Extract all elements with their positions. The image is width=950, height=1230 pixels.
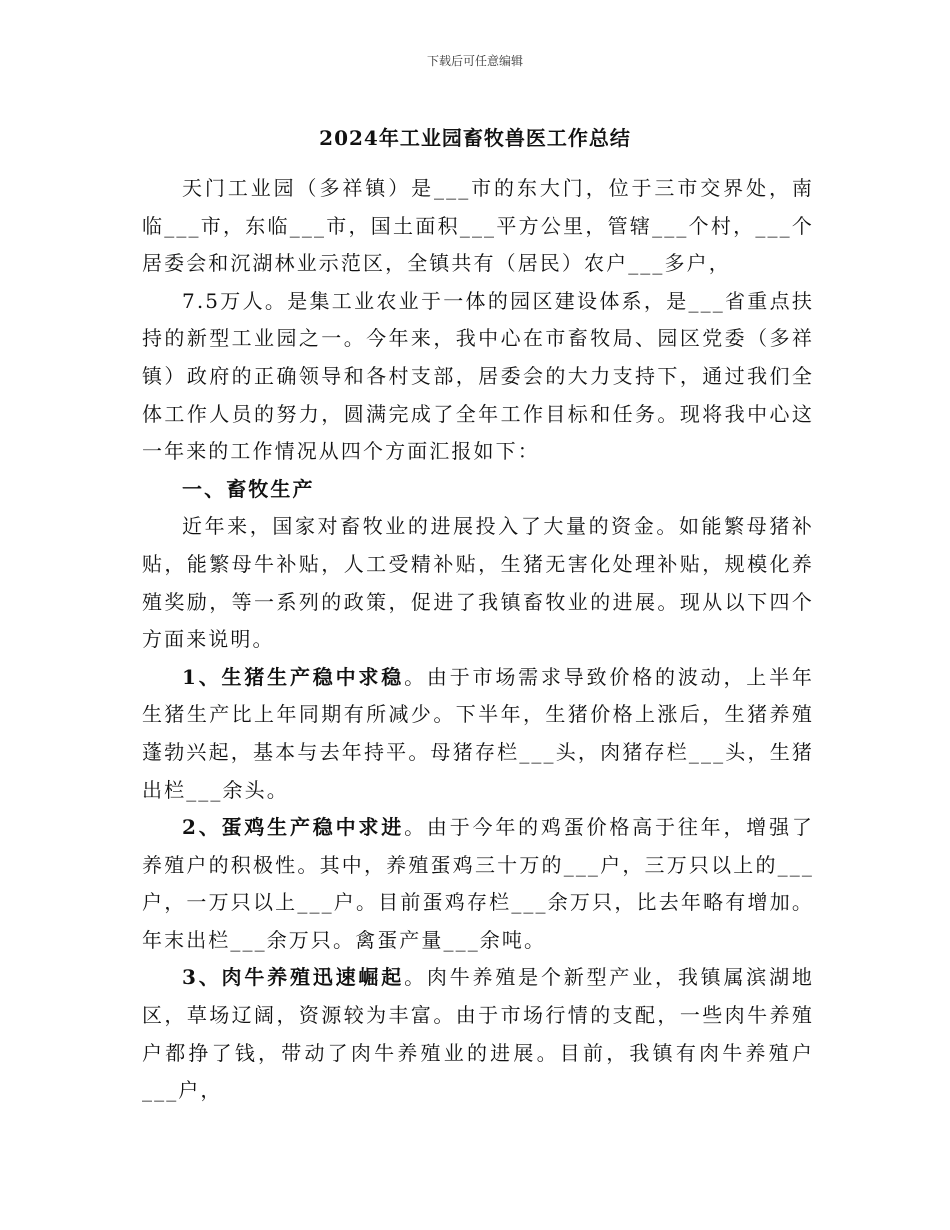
document-title: 2024年工业园畜牧兽医工作总结 xyxy=(319,126,631,150)
paragraph-body-cattle: 。肉牛养殖是个新型产业，我镇属滨湖地区，草场辽阔，资源较为丰富。由于市场行情的支配，一些肉牛养殖户都挣了钱，带动了肉牛养殖业的进展。目前，我镇有肉牛养殖户___户， xyxy=(142,965,814,1103)
paragraph-beef-cattle xyxy=(142,959,814,1109)
paragraph-pig-production xyxy=(142,659,814,809)
section-heading-livestock: 一、畜牧生产 xyxy=(182,476,315,501)
paragraph-lead-cattle: 3、肉牛养殖迅速崛起 xyxy=(182,965,405,990)
document-body xyxy=(142,170,814,1110)
paragraph-lead-chicken: 2、蛋鸡生产稳中求进 xyxy=(182,815,405,840)
paragraph-intro-2: 7.5万人。是集工业农业于一体的园区建设体系，是___省重点扶持的新型工业园之一。今年来，我中心在市畜牧局、园区党委（多祥镇）政府的正确领导和各村支部，居委会的大力支持下，通过我们全体工作人员的努力，圆满完成了全年工作目标和任务。现将我中心这一年来的工作情况从四个方面汇报如下： xyxy=(142,288,814,464)
paragraph-livestock-overview: 近年来，国家对畜牧业的进展投入了大量的资金。如能繁母猪补贴，能繁母牛补贴，人工受精补贴，生猪无害化处理补贴，规模化养殖奖励，等一系列的政策，促进了我镇畜牧业的进展。现从以下四个方面来说明。 xyxy=(142,514,814,652)
page-header-note: 下载后可任意编辑 xyxy=(426,54,523,68)
paragraph-intro-1: 天门工业园（多祥镇）是___市的东大门，位于三市交界处，南临___市，东临___市，国土面积___平方公里，管辖___个村，___个居委会和沉湖林业示范区，全镇共有（居民）农户___多户， xyxy=(142,176,814,276)
paragraph-lead-pig: 1、生猪生产稳中求稳 xyxy=(182,664,405,689)
paragraph-body-chicken: 。由于今年的鸡蛋价格高于往年，增强了养殖户的积极性。其中，养殖蛋鸡三十万的___户，三万只以上的___户，一万只以上___户。目前蛋鸡存栏___余万只，比去年略有增加。年末出栏___余万只。禽蛋产量___余吨。 xyxy=(142,815,814,952)
paragraph-body-pig: 。由于市场需求导致价格的波动，上半年生猪生产比上年同期有所减少。下半年，生猪价格上涨后，生猪养殖蓬勃兴起，基本与去年持平。母猪存栏___头，肉猪存栏___头，生猪出栏___余头。 xyxy=(142,664,814,802)
paragraph-layer-chicken xyxy=(142,809,814,959)
